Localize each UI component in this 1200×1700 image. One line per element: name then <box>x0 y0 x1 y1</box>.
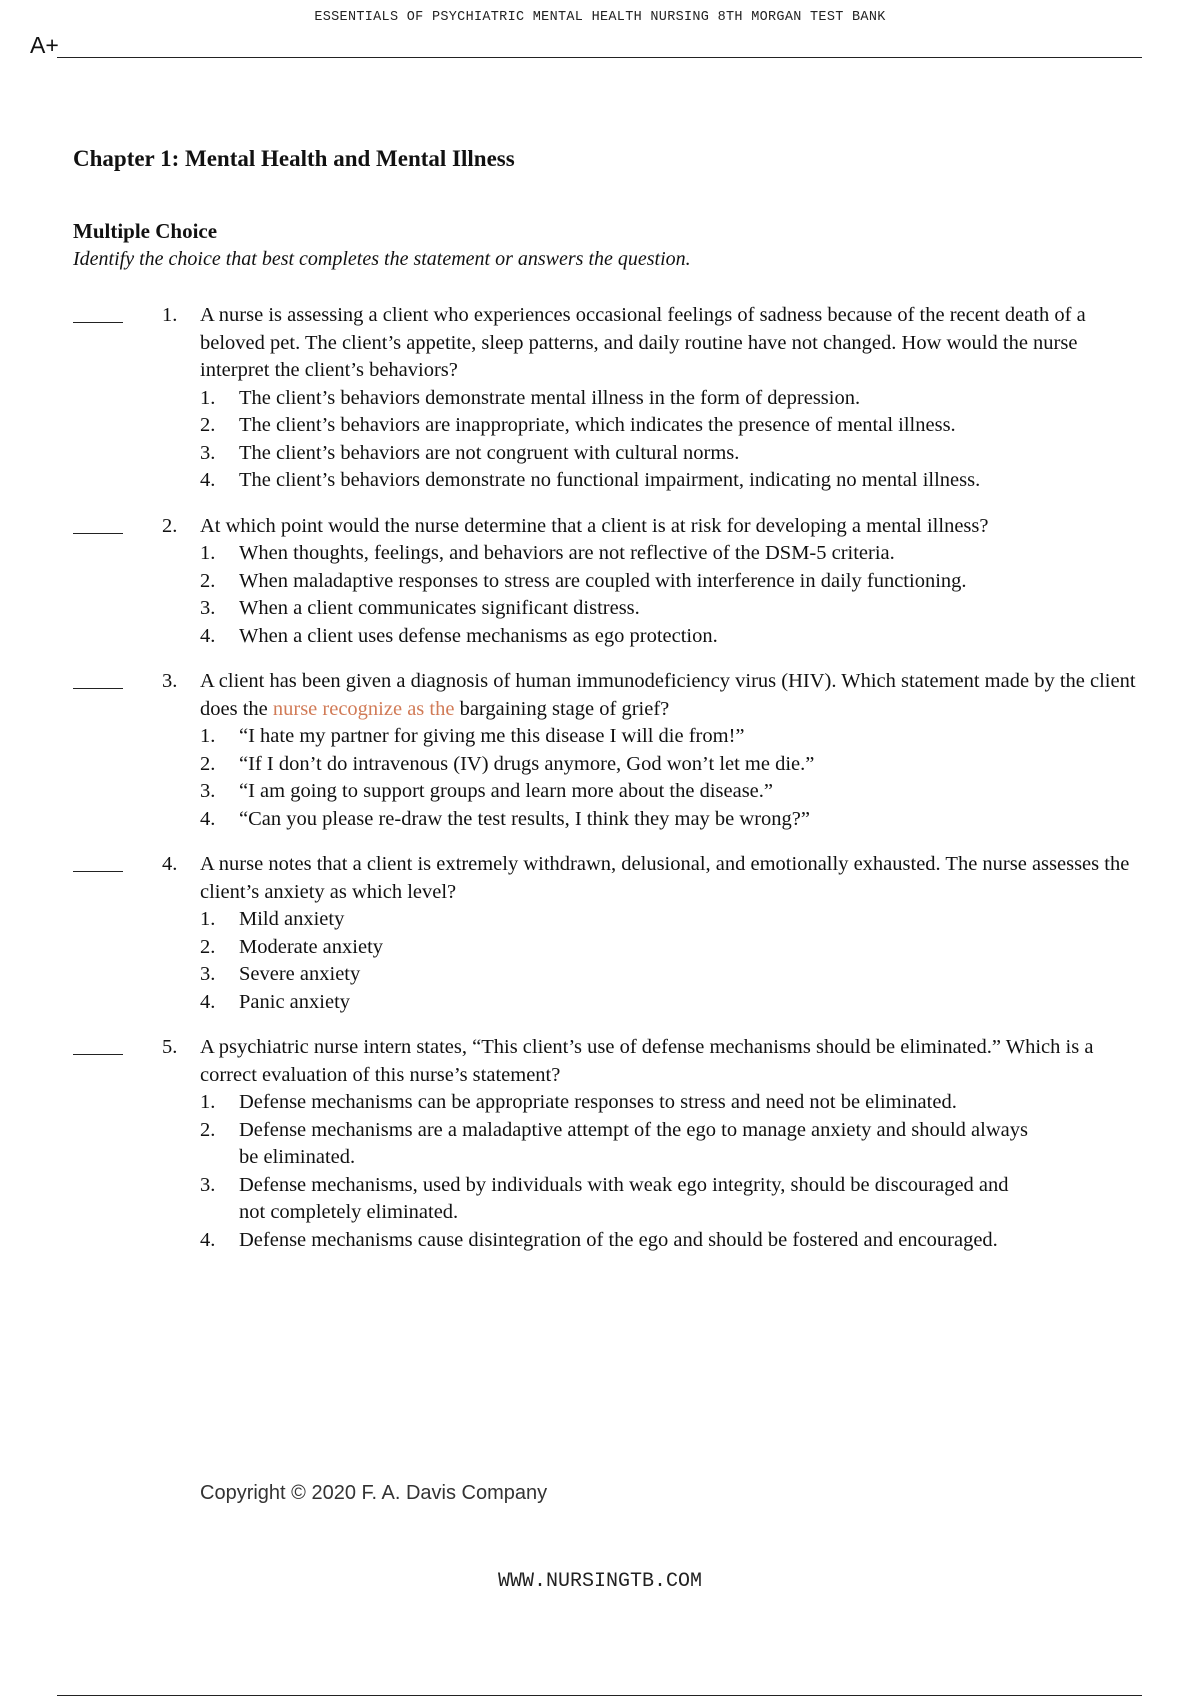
choice-text: When thoughts, feelings, and behaviors are not reflective of the DSM-5 criteria. <box>239 542 895 564</box>
choice-text: Defense mechanisms cause disintegration of the ego and should be fostered and encouraged. <box>239 1228 998 1251</box>
choice-number: 1. <box>200 1091 216 1113</box>
choice-text: Panic anxiety <box>239 990 351 1013</box>
choice-text: Mild anxiety <box>239 908 345 930</box>
choice-number: 3. <box>200 963 216 985</box>
choice-number: 3. <box>200 780 216 802</box>
choice-text: Moderate anxiety <box>239 935 384 958</box>
choice-text: “I hate my partner for giving me this disease I will die from!” <box>239 725 745 747</box>
choice-number: 1. <box>200 542 216 564</box>
running-header: ESSENTIALS OF PSYCHIATRIC MENTAL HEALTH NURSING 8TH MORGAN TEST BANK <box>314 10 886 25</box>
question-number: 4. <box>162 853 178 875</box>
choice-text: The client’s behaviors demonstrate mental illness in the form of depression. <box>239 386 861 409</box>
copyright-notice: Copyright © 2020 F. A. Davis Company <box>200 1482 548 1504</box>
choice-number: 3. <box>200 441 216 464</box>
stem-text: bargaining stage of grief? <box>454 697 670 720</box>
choice-number: 2. <box>200 752 216 775</box>
question-4 <box>0 851 1200 1016</box>
choice-text: Defense mechanisms are a maladaptive attempt of the ego to manage anxiety and should always be eliminated. <box>239 1118 1028 1168</box>
choice-text: The client’s behaviors are inappropriate, which indicates the presence of mental illness. <box>239 414 956 436</box>
choice-number: 1. <box>200 725 216 747</box>
answer-blank <box>73 1054 123 1055</box>
question-3 <box>0 668 1200 833</box>
choice-item <box>200 1172 1030 1227</box>
footer-url: WWW.NURSINGTB.COM <box>497 1570 703 1593</box>
section-instructions: Identify the choice that best completes the statement or answers the question. <box>73 248 691 270</box>
choice-number: 4. <box>200 624 216 647</box>
question-number: 2. <box>162 514 178 537</box>
question-stem: At which point would the nurse determine that a client is at risk for developing a mental illness? <box>200 514 989 537</box>
choice-item <box>200 540 1030 568</box>
choice-item <box>200 961 1030 989</box>
choice-list <box>200 1089 1030 1254</box>
choice-item <box>200 989 1030 1017</box>
choice-item <box>200 906 1030 934</box>
choice-text: When a client uses defense mechanisms as ego protection. <box>239 624 718 647</box>
choice-number: 1. <box>200 386 216 409</box>
header-divider <box>57 57 1142 58</box>
question-stem: A nurse notes that a client is extremely withdrawn, delusional, and emotionally exhausted. The nurse assesses the client’s anxiety as which level? <box>200 853 1130 903</box>
choice-item <box>200 806 1030 834</box>
choice-item <box>200 385 1030 413</box>
answer-blank <box>73 871 123 872</box>
choice-list <box>200 540 1030 650</box>
logo: A+ <box>30 32 59 58</box>
chapter-title: Chapter 1: Mental Health and Mental Illness <box>73 146 515 171</box>
question-5 <box>0 1034 1200 1254</box>
choice-item <box>200 568 1030 596</box>
choice-number: 3. <box>200 1173 216 1196</box>
choice-text: When maladaptive responses to stress are coupled with interference in daily functioning. <box>239 569 967 592</box>
choice-text: Defense mechanisms, used by individuals with weak ego integrity, should be discouraged and not completely eliminated. <box>239 1173 1009 1223</box>
choice-text: Severe anxiety <box>239 963 361 985</box>
answer-blank <box>73 688 123 689</box>
question-list <box>0 302 1200 1272</box>
footer-divider <box>57 1695 1142 1696</box>
choice-item <box>200 723 1030 751</box>
choice-item <box>200 1089 1030 1117</box>
choice-list <box>200 385 1030 495</box>
choice-item <box>200 467 1030 495</box>
choice-number: 4. <box>200 990 216 1013</box>
choice-list <box>200 723 1030 833</box>
question-number: 3. <box>162 670 178 692</box>
choice-item <box>200 440 1030 468</box>
choice-text: “I am going to support groups and learn more about the disease.” <box>239 780 773 802</box>
question-number: 1. <box>162 304 178 326</box>
choice-list <box>200 906 1030 1016</box>
choice-number: 4. <box>200 469 216 491</box>
choice-item <box>200 623 1030 651</box>
choice-text: When a client communicates significant distress. <box>239 597 640 619</box>
choice-number: 2. <box>200 569 216 592</box>
choice-item <box>200 412 1030 440</box>
question-2 <box>0 513 1200 651</box>
question-stem <box>200 668 1150 723</box>
choice-item <box>200 751 1030 779</box>
choice-item <box>200 1227 1030 1255</box>
stem-text: A client has been given a diagnosis of human immunodeficiency virus (HIV). Which statement made by the client does the <box>200 670 1136 720</box>
question-stem: A psychiatric nurse intern states, “This client’s use of defense mechanisms should be eliminated.” Which is a correct evaluation of this nurse’s statement? <box>200 1036 1094 1086</box>
choice-item <box>200 595 1030 623</box>
choice-number: 4. <box>200 807 216 830</box>
section-title: Multiple Choice <box>73 219 218 243</box>
highlighted-text: nurse recognize as the <box>272 697 455 720</box>
choice-text: The client’s behaviors are not congruent with cultural norms. <box>239 441 740 464</box>
choice-number: 2. <box>200 935 216 958</box>
choice-number: 3. <box>200 597 216 619</box>
answer-blank <box>73 533 123 534</box>
choice-number: 1. <box>200 908 216 930</box>
choice-number: 2. <box>200 414 216 436</box>
choice-number: 4. <box>200 1228 216 1251</box>
question-number: 5. <box>162 1036 178 1058</box>
question-stem: A nurse is assessing a client who experiences occasional feelings of sadness because of the recent death of a beloved pet. The client’s appetite, sleep patterns, and daily routine have not changed. How would the nurse interpret the client’s behaviors? <box>200 304 1086 381</box>
choice-text: The client’s behaviors demonstrate no functional impairment, indicating no mental illness. <box>239 469 981 491</box>
choice-number: 2. <box>200 1118 216 1141</box>
answer-blank <box>73 322 123 323</box>
choice-text: “Can you please re-draw the test results, I think they may be wrong?” <box>239 807 810 830</box>
choice-item <box>200 778 1030 806</box>
choice-item <box>200 1117 1030 1172</box>
choice-text: “If I don’t do intravenous (IV) drugs anymore, God won’t let me die.” <box>239 752 815 775</box>
choice-text: Defense mechanisms can be appropriate responses to stress and need not be eliminated. <box>239 1091 957 1113</box>
question-1 <box>0 302 1200 495</box>
choice-item <box>200 934 1030 962</box>
